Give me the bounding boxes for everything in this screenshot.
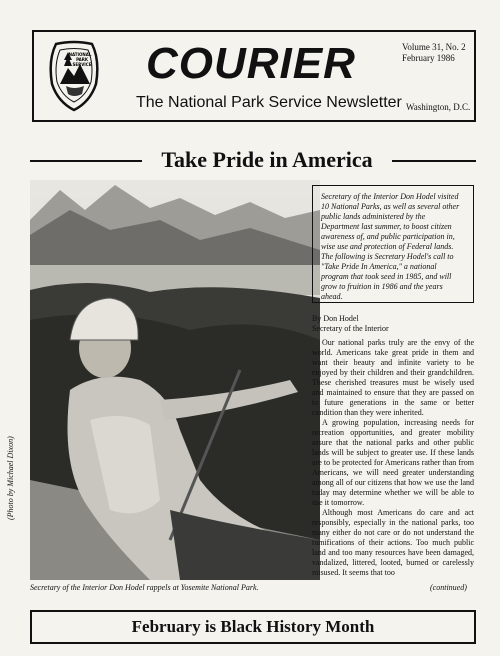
issue-location: Washington, D.C. (406, 102, 471, 112)
nps-arrowhead-logo-icon (46, 40, 102, 112)
bottom-banner: February is Black History Month (30, 610, 476, 644)
newsletter-title: COURIER (146, 39, 356, 88)
issue-info (402, 42, 474, 64)
continued-note: (continued) (430, 583, 467, 592)
headline-rule-right (392, 160, 476, 162)
issue-date: February 1986 (402, 53, 455, 63)
headline-rule-left (30, 160, 142, 162)
article-body (312, 338, 474, 578)
intro-box: Secretary of the Interior Don Hodel visited 10 National Parks, as well as several other public lands administered by the Department last summer, to boost citizen awareness of, and public participation in, wise use and protection of Federal lands. The following is Secretary Hodel's call to "Take Pride In America," a national program that took seed in 1985, and will grow to fruition in 1986 and the years ahead. (312, 185, 474, 303)
svg-text:NATIONAL: NATIONAL (68, 52, 92, 57)
body-paragraph: Although most Americans do care and act responsibly, especially in the national parks, too many either do not care or do not understand the ramifications of their actions. Too much public land and too many resources have been damaged, vandalized, littered, looted, burned or carelessly misused. It seems that too (312, 508, 474, 577)
newsletter-subtitle: The National Park Service Newsletter (136, 94, 402, 111)
body-paragraph: A growing population, increasing needs for recreation opportunities, and greater mobility assure that the national parks and other public lands will be subject to greater use. If these lands are to be protected for Americans rather than from Americans, we will need greater understanding among all of our citizens that how we use the land today may determine whether we will be able to use it tomorrow. (312, 418, 474, 507)
byline (312, 314, 472, 334)
masthead (32, 30, 476, 122)
svg-text:SERVICE: SERVICE (72, 62, 92, 67)
photo-caption: Secretary of the Interior Don Hodel rappels at Yosemite National Park. (30, 583, 259, 592)
yosemite-rappel-photo (30, 180, 320, 580)
article-headline: Take Pride in America (161, 147, 373, 172)
volume-number: Volume 31, No. 2 (402, 42, 466, 52)
photo-credit: (Photo by Michael Dixon) (6, 436, 15, 520)
article-photo (30, 180, 320, 580)
byline-name: By Don Hodel (312, 314, 359, 323)
byline-title: Secretary of the Interior (312, 324, 389, 333)
svg-text:PARK: PARK (76, 57, 88, 62)
headline-row (30, 146, 476, 174)
body-paragraph: Our national parks truly are the envy of the world. Americans take great pride in them and want their beauty and infinite variety to be enjoyed by their children and their grandchildren. These cherished treasures must be wisely used and maintained to ensure that they are passed on to future generations in the same or better condition than they were inherited. (312, 338, 474, 417)
